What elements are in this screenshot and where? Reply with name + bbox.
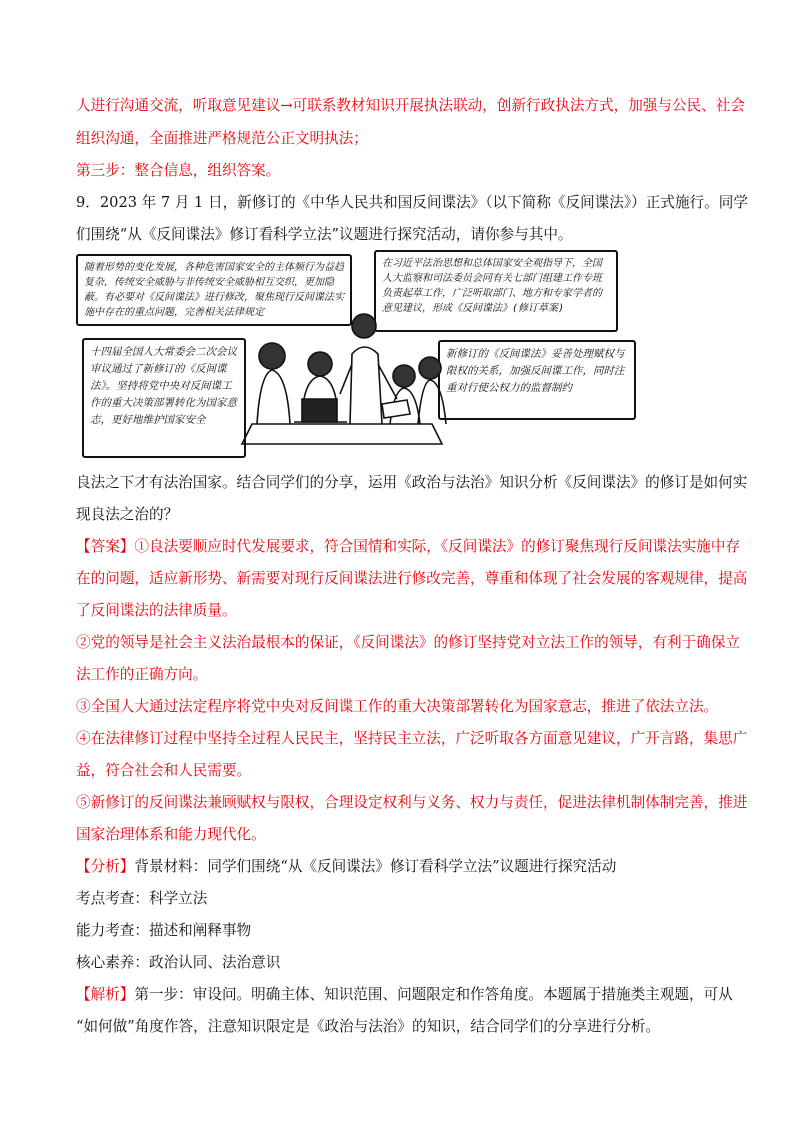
question-prompt-line-1: 良法之下才有法治国家。结合同学们的分享，运用《政治与法治》知识分析《反间谍法》的修订是如何实 [76, 474, 748, 491]
answer-tag: 【答案】 [76, 538, 135, 555]
answer-continued-line-1: 人进行沟通交流，听取意见建议→可联系教材知识开展执法联动，创新行政执法方式，加强与公民、社会 [76, 97, 745, 114]
core-literacy-line: 核心素养：政治认同、法治意识 [76, 954, 281, 971]
question-9-line-1: 9．2023 年 7 月 1 日，新修订的《中华人民共和国反间谍法》（以下简称《反间谍法》）正式施行。同学 [76, 194, 748, 211]
answer-point-1: ①良法要顺应时代发展要求，符合国情和实际，《反间谍法》的修订聚焦现行反间谍法实施中存 [134, 538, 741, 555]
step-three-line: 第三步：整合信息，组织答案。 [76, 162, 281, 179]
speech-bubble-4: 新修订的《反间谍法》妥善处理赋权与限权的关系，加强反间谍工作，同时注重对行使公权力的监督制约 [438, 340, 636, 420]
answer-line-9: ⑤新修订的反间谍法兼顾赋权与限权，合理设定权利与义务、权力与责任，促进法律机制体制完善，推进 [76, 794, 748, 811]
answer-line-3: 了反间谍法的法律质量。 [76, 602, 237, 619]
speech-bubble-3: 十四届全国人大常委会二次会议审议通过了新修订的《反间谍法》。坚持将党中央对反间谍工作的重大决策部署转化为国家意志，更好地维护国家安全 [82, 338, 246, 458]
answer-line-6: ③全国人大通过法定程序将党中央对反间谍工作的重大决策部署转化为国家意志，推进了依法立法。 [76, 698, 719, 715]
explanation-line-1 [76, 984, 736, 1006]
knowledge-point-line: 考点考查：科学立法 [76, 890, 208, 907]
speech-bubble-1: 随着形势的变化发展，各种危害国家安全的主体频行为益趋复杂，传统安全威胁与非传统安全威胁相互交织，更加隐蔽。有必要对《反间谍法》进行修改，聚焦现行反间谍法实施中存在的重点问题，完善相关法律规定 [76, 254, 352, 326]
question-9-line-2: 们围绕“从《反间谍法》修订看科学立法”议题进行探究活动，请你参与其中。 [76, 226, 573, 243]
speech-bubble-2: 在习近平法治思想和总体国家安全观指导下，全国人大监察和司法委员会同有关七部门组建工作专班负责起草工作，广泛听取部门、地方和专家学者的意见建议，形成《反间谍法》(修订草案) [374, 250, 618, 332]
answer-line-5: 法工作的正确方向。 [76, 666, 208, 683]
answer-line-4: ②党的领导是社会主义法治最根本的保证，《反间谍法》的修订坚持党对立法工作的领导，有利于确保立 [76, 634, 741, 651]
analysis-text: 背景材料：同学们围绕“从《反间谍法》修订看科学立法”议题进行探究活动 [134, 858, 617, 875]
answer-line-8: 益，符合社会和人民需要。 [76, 762, 252, 779]
answer-line-7: ④在法律修订过程中坚持全过程人民民主，坚持民主立法，广泛听取各方面意见建议，广开言路，集思广 [76, 730, 748, 747]
comic-illustration [76, 244, 636, 454]
analysis-line [76, 856, 736, 878]
answer-line-1 [76, 536, 741, 558]
students-discussion-drawing [232, 304, 452, 454]
analysis-tag: 【分析】 [76, 858, 135, 875]
explanation-text: 第一步：审设问。明确主体、知识范围、问题限定和作答角度。本题属于措施类主观题，可从 [134, 986, 733, 1003]
answer-continued-line-2: 组织沟通，全面推进严格规范公正文明执法； [76, 130, 368, 147]
ability-line: 能力考查：描述和阐释事物 [76, 922, 252, 939]
question-prompt-line-2: 现良法之治的？ [76, 506, 179, 523]
explanation-tag: 【解析】 [76, 986, 135, 1003]
answer-line-2: 在的问题，适应新形势、新需要对现行反间谍法进行修改完善，尊重和体现了社会发展的客观规律，提高 [76, 570, 748, 587]
answer-line-10: 国家治理体系和能力现代化。 [76, 826, 266, 843]
explanation-line-2: “如何做”角度作答，注意知识限定是《政治与法治》的知识，结合同学们的分享进行分析。 [76, 1018, 661, 1035]
